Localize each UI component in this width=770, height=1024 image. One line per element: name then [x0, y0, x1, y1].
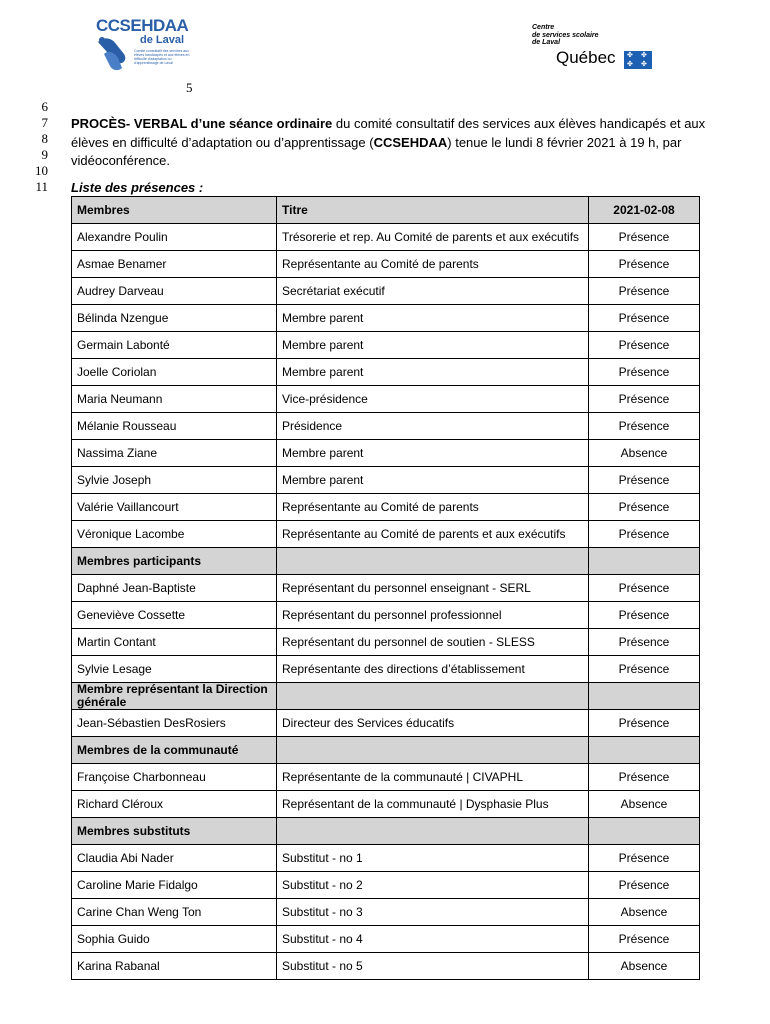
attendance-status: Présence — [589, 656, 700, 683]
table-row — [72, 872, 700, 899]
intro-bold-title: PROCÈS- VERBAL d’une séance ordinaire — [71, 116, 333, 131]
empty-cell — [277, 548, 589, 575]
attendance-status: Présence — [589, 413, 700, 440]
member-title: Substitut - no 4 — [277, 926, 589, 953]
member-title: Membre parent — [277, 440, 589, 467]
attendance-status: Présence — [589, 359, 700, 386]
attendance-status: Présence — [589, 575, 700, 602]
intro-bold-acronym: CCSEHDAA — [373, 134, 448, 150]
member-name: Carine Chan Weng Ton — [72, 899, 277, 926]
member-name: Maria Neumann — [72, 386, 277, 413]
line-number: 8 — [41, 131, 48, 146]
member-name: Caroline Marie Fidalgo — [72, 872, 277, 899]
cssl-line3: de Laval — [532, 39, 561, 46]
member-title: Représentant du personnel professionnel — [277, 602, 589, 629]
line-number: 7 — [41, 115, 48, 130]
member-name: Sophia Guido — [72, 926, 277, 953]
member-title: Secrétariat exécutif — [277, 278, 589, 305]
table-row — [72, 251, 700, 278]
member-name: Sylvie Joseph — [72, 467, 277, 494]
member-name: Asmae Benamer — [72, 251, 277, 278]
table-row — [72, 332, 700, 359]
cssl-quebec-logo — [532, 24, 656, 72]
ccsehdaa-logo — [94, 14, 198, 76]
attendance-status: Présence — [589, 629, 700, 656]
empty-cell — [589, 683, 700, 710]
member-title: Membre parent — [277, 332, 589, 359]
section-header-row — [72, 548, 700, 575]
member-title: Membre parent — [277, 305, 589, 332]
member-title: Présidence — [277, 413, 589, 440]
member-title: Représentant du personnel enseignant - SERL — [277, 575, 589, 602]
empty-cell — [277, 737, 589, 764]
member-title: Trésorerie et rep. Au Comité de parents et aux exécutifs — [277, 224, 589, 251]
attendance-status: Présence — [589, 494, 700, 521]
empty-cell — [589, 737, 700, 764]
member-name: Françoise Charbonneau — [72, 764, 277, 791]
table-row — [72, 494, 700, 521]
member-name: Nassima Ziane — [72, 440, 277, 467]
table-row — [72, 629, 700, 656]
attendance-status: Présence — [589, 224, 700, 251]
quebec-wordmark: Québec — [556, 48, 616, 67]
member-name: Claudia Abi Nader — [72, 845, 277, 872]
member-name: Martin Contant — [72, 629, 277, 656]
header-date: 2021-02-08 — [589, 197, 700, 224]
attendance-status: Présence — [589, 278, 700, 305]
empty-cell — [589, 818, 700, 845]
table-header-row — [72, 197, 700, 224]
member-title: Représentant de la communauté | Dysphasie Plus — [277, 791, 589, 818]
line-number: 11 — [35, 179, 48, 194]
attendance-table — [71, 196, 700, 980]
section-label: Membres substituts — [72, 818, 277, 845]
intro-paragraph — [71, 115, 731, 171]
attendance-status: Présence — [589, 305, 700, 332]
table-row — [72, 224, 700, 251]
member-title: Membre parent — [277, 467, 589, 494]
member-title: Substitut - no 5 — [277, 953, 589, 980]
attendance-status: Absence — [589, 899, 700, 926]
table-row — [72, 278, 700, 305]
section-label: Membres participants — [72, 548, 277, 575]
member-title: Représentante au Comité de parents — [277, 251, 589, 278]
table-row — [72, 845, 700, 872]
table-row — [72, 899, 700, 926]
section-header-row — [72, 737, 700, 764]
member-title: Vice-présidence — [277, 386, 589, 413]
member-name: Véronique Lacombe — [72, 521, 277, 548]
member-name: Bélinda Nzengue — [72, 305, 277, 332]
member-name: Audrey Darveau — [72, 278, 277, 305]
table-row — [72, 413, 700, 440]
section-label: Membres de la communauté — [72, 737, 277, 764]
member-title: Substitut - no 3 — [277, 899, 589, 926]
table-row — [72, 656, 700, 683]
attendance-status: Présence — [589, 710, 700, 737]
member-name: Daphné Jean-Baptiste — [72, 575, 277, 602]
attendance-list-title: Liste des présences : — [71, 180, 204, 195]
table-row — [72, 305, 700, 332]
member-name: Sylvie Lesage — [72, 656, 277, 683]
attendance-status: Présence — [589, 386, 700, 413]
logo-subtitle: de Laval — [140, 34, 185, 46]
member-title: Représentant du personnel de soutien - SLESS — [277, 629, 589, 656]
section-label: Membre représentant la Direction générale — [72, 683, 277, 710]
attendance-status: Présence — [589, 251, 700, 278]
member-name: Richard Cléroux — [72, 791, 277, 818]
attendance-status: Présence — [589, 602, 700, 629]
cssl-line1: Centre — [532, 24, 555, 31]
table-row — [72, 575, 700, 602]
member-title: Représentante au Comité de parents et aux exécutifs — [277, 521, 589, 548]
header-title: Titre — [277, 197, 589, 224]
attendance-status: Absence — [589, 791, 700, 818]
member-name: Alexandre Poulin — [72, 224, 277, 251]
attendance-status: Présence — [589, 845, 700, 872]
table-row — [72, 710, 700, 737]
attendance-status: Présence — [589, 467, 700, 494]
empty-cell — [277, 683, 589, 710]
member-title: Substitut - no 2 — [277, 872, 589, 899]
table-row — [72, 521, 700, 548]
logo-fine-print: Comité consultatif des services aux élèves handicapés et aux élèves en difficulté d'adaptation ou d'apprentissage de Laval — [134, 49, 190, 65]
table-row — [72, 953, 700, 980]
line-number: 9 — [41, 147, 48, 162]
table-row — [72, 602, 700, 629]
intro-text-1: du comité consultatif des services aux élèves handicapés et aux élèves en difficulté d’adaptation ou d’apprentissage ( — [71, 116, 706, 150]
logo-brand: CCSEHDAA — [96, 16, 189, 35]
line-number: 10 — [35, 163, 48, 178]
intro-text-2: ) tenue le lundi 8 février 2021 à 19 h, par vidéoconférence. — [71, 134, 682, 168]
member-title: Membre parent — [277, 359, 589, 386]
table-row — [72, 386, 700, 413]
member-title: Substitut - no 1 — [277, 845, 589, 872]
page-number: 5 — [186, 80, 193, 95]
table-row — [72, 791, 700, 818]
member-name: Mélanie Rousseau — [72, 413, 277, 440]
member-name: Karina Rabanal — [72, 953, 277, 980]
attendance-status: Présence — [589, 332, 700, 359]
cssl-name — [532, 24, 599, 47]
table-row — [72, 764, 700, 791]
attendance-status: Présence — [589, 764, 700, 791]
table-row — [72, 926, 700, 953]
attendance-status: Absence — [589, 440, 700, 467]
member-title: Représentante au Comité de parents — [277, 494, 589, 521]
quebec-flag-icon: ✤ ✤ ✤ ✤ — [624, 51, 652, 69]
table-row — [72, 359, 700, 386]
cssl-line2: de services scolaire — [532, 31, 599, 39]
attendance-status: Absence — [589, 953, 700, 980]
empty-cell — [589, 548, 700, 575]
member-name: Germain Labonté — [72, 332, 277, 359]
member-title: Représentante de la communauté | CIVAPHL — [277, 764, 589, 791]
attendance-status: Présence — [589, 926, 700, 953]
header-members: Membres — [72, 197, 277, 224]
member-name: Valérie Vaillancourt — [72, 494, 277, 521]
table-row — [72, 440, 700, 467]
table-row — [72, 467, 700, 494]
attendance-status: Présence — [589, 521, 700, 548]
member-name: Geneviève Cossette — [72, 602, 277, 629]
section-header-row — [72, 683, 700, 710]
member-title: Représentante des directions d’établissement — [277, 656, 589, 683]
attendance-status: Présence — [589, 872, 700, 899]
section-header-row — [72, 818, 700, 845]
member-title: Directeur des Services éducatifs — [277, 710, 589, 737]
member-name: Joelle Coriolan — [72, 359, 277, 386]
member-name: Jean-Sébastien DesRosiers — [72, 710, 277, 737]
empty-cell — [277, 818, 589, 845]
line-number: 6 — [41, 99, 48, 114]
